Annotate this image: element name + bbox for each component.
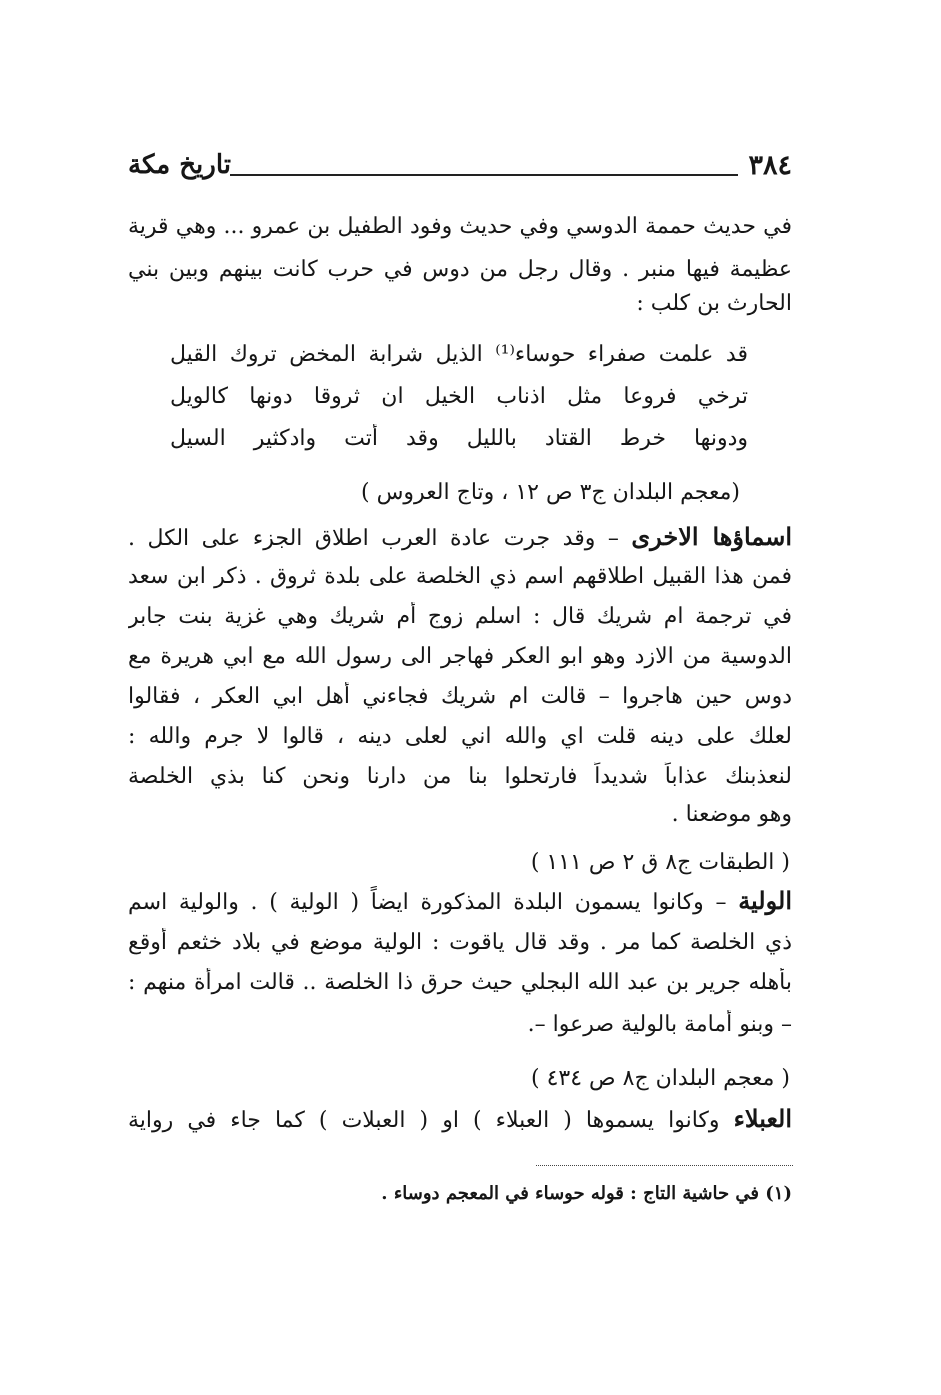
walia-first-line	[128, 886, 792, 918]
names-line: لعلك على دينه قلت اي والله اني لعلى دينه ، قالوا لا جرم والله :	[128, 724, 792, 749]
verse-second-hemistich: ان ثروقا دونها كالويل	[170, 384, 404, 409]
names-source-citation: ( الطبقات ج٨ ق ٢ ص ١١١ )	[530, 850, 790, 875]
section-heading-names: اسماؤها الاخرى	[631, 522, 792, 551]
footnote: (١) في حاشية التاج : قوله حوساء في المعجم دوساء .	[381, 1183, 792, 1204]
intro-line: في حديث حممة الدوسي وفي حديث وفود الطفيل بن عمرو ... وهي قرية	[128, 214, 792, 239]
walia-line: ذي الخلصة كما مر . وقد قال ياقوت : الولية موضع في بلاد خثعم أوقع	[128, 930, 792, 955]
names-line: لنعذبنك عذاباً شديداً فارتحلوا بنا من دارنا ونحن كنا بذي الخلصة	[128, 764, 792, 789]
names-first-line	[128, 522, 792, 554]
verse-second-hemistich: وقد أتت وادكثير السيل	[170, 426, 439, 451]
verse-second-hemistich: شرابة المخض تروك القيل	[170, 342, 424, 367]
walia-line: بأهله جرير بن عبد الله البجلي حيث حرق ذا الخلصة .. قالت امرأة منهم :	[128, 970, 792, 995]
names-text: – وقد جرت عادة العرب اطلاق الجزء على الكل .	[128, 526, 619, 551]
ablaa-text: وكانوا يسموها ( العبلاء ) او ( العبلات ) كما جاء في رواية	[128, 1108, 720, 1133]
poem-verse	[170, 340, 748, 370]
book-title: تاريخ مكة	[128, 150, 232, 180]
poem-source-citation: (معجم البلدان ج٣ ص ١٢ ، وتاج العروس )	[361, 480, 740, 505]
page-header	[128, 150, 792, 190]
walia-line: – وبنو أمامة بالولية صرعوا –.	[527, 1012, 792, 1037]
poem-verse	[170, 382, 748, 412]
names-line: في ترجمة ام شريك قال : اسلم زوج أم شريك وهي غزية بنت جابر	[128, 604, 792, 629]
intro-line: عظيمة فيها منبر . وقال رجل من دوس في حرب كانت بينهم وبين بني	[128, 257, 792, 282]
verse-first-hemistich: قد علمت صفراء حوساء⁽¹⁾ الذيل	[435, 342, 748, 367]
poem-verse	[170, 424, 748, 454]
page-number: ٣٨٤	[748, 150, 792, 181]
section-heading-walia: الولية	[738, 886, 792, 915]
section-heading-ablaa: العبلاء	[733, 1104, 792, 1133]
footnote-separator	[536, 1165, 793, 1166]
names-line: فمن هذا القبيل اطلاقهم اسم ذي الخلصة على بلدة ثروق . ذكر ابن سعد	[128, 564, 792, 589]
names-line: دوس حين هاجروا – قالت ام شريك فجاءني أهل ابي العكر ، فقالوا	[128, 684, 792, 709]
names-line: وهو موضعنا .	[671, 802, 792, 827]
verse-first-hemistich: ترخي فروعا مثل اذناب الخيل	[424, 384, 748, 409]
walia-text: – وكانوا يسمون البلدة المذكورة ايضاً ( الولية ) . والولية اسم	[128, 890, 727, 915]
header-rule	[230, 174, 738, 176]
ablaa-line	[128, 1104, 792, 1136]
walia-source-citation: ( معجم البلدان ج٨ ص ٤٣٤ )	[530, 1066, 790, 1091]
intro-line: الحارث بن كلب :	[636, 291, 792, 316]
names-line: الدوسية من الازد وهو ابو العكر فهاجر الى رسول الله مع ابي هريرة مع	[128, 644, 792, 669]
verse-first-hemistich: ودونها خرط القتاد بالليل	[466, 426, 748, 451]
